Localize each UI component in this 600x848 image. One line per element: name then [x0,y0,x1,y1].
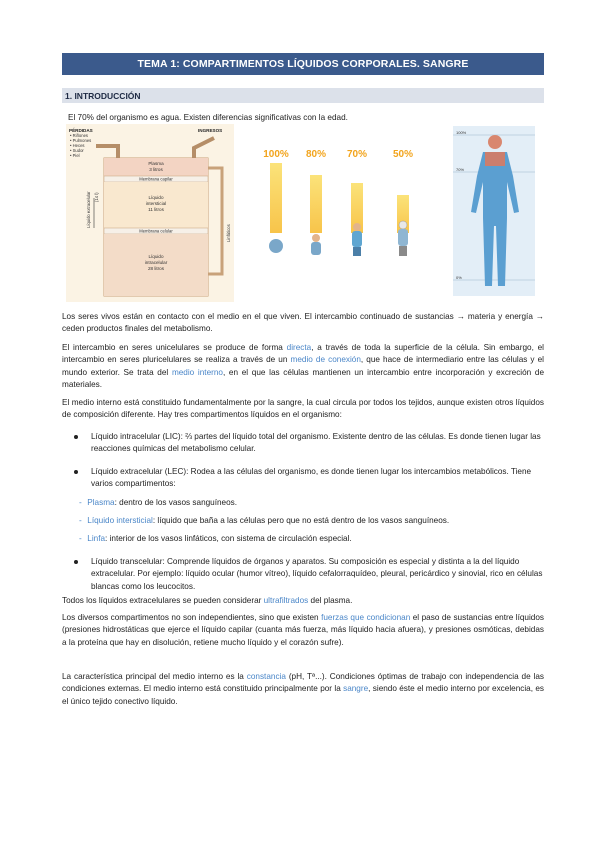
sublist-intersticial: - Líquido intersticial: líquido que baña a las células pero que no está dentro de los vasos sanguíneos. [79,516,450,526]
lec-label: Líquido extracelular [86,191,91,228]
paragraph-3: El medio interno está constituido fundamentalmente por la sangre, la cual circula por todos los tejidos, aunque existen otros líquidos de composición diferente. Hay tres compartimentos líquidos en el organismo: [62,398,544,420]
plasma-label: Plasma [148,161,164,166]
age-percent-100: 100% [263,149,289,160]
perdidas-item-2: • Pulmones [70,138,92,143]
body-mark-0: 0% [456,275,462,280]
intracelular-volume: 28 litros [147,266,165,271]
lec-volume: (14 l) [94,192,99,202]
sublist-plasma: - Plasma: dentro de los vasos sanguíneos. [79,497,238,507]
compartments-diagram [66,124,234,302]
page-title: TEMA 1: COMPARTIMENTOS LÍQUIDOS CORPORALES. SANGRE [62,53,544,75]
section-heading: 1. INTRODUCCIÓN [62,88,544,103]
paragraph-6: La característica principal del medio interno es la constancia (pH, Tª...). Condiciones óptimas de trabajo con independencia de las condiciones externas. El medio interno está constituido principalmente por la sangre, siendo éste el medio interno por excelencia, es el único tejido conectivo líquido. [62,672,544,706]
paragraph-4: Todos los líquidos extracelulares se pueden considerar ultrafiltrados del plasma. [62,596,353,605]
paragraph-5: Los diversos compartimentos no son independientes, sino que existen fuerzas que condicionan el paso de sustancias entre líquidos (presiones hidrostáticas que ejerce el líquido capilar (cuanta más fuerza, más líquido hacia afuera), y presiones osmóticas, debidas a la proteína que hay en disolución, retiene mucho líquido y el corazón sufre). [62,613,544,647]
highlight-fuerzas: fuerzas que condicionan [321,613,411,622]
age-bar-80 [310,175,322,233]
highlight-ultrafiltrados: ultrafiltrados [263,596,309,605]
body-water-figure [453,126,535,296]
perdidas-item-5: • Piel [70,153,80,158]
list-item-lec: Líquido extracelular (LEC): Rodea a las células del organismo, es donde tienen lugar los intercambios metabólicos. Tiene varios compartimentos: - Plasma: dentro de los vasos sanguíneos. - Líquido intersticial: líquido que baña a las células pero que no está dentro de los vasos sanguíneos. - Linfa: interior de los vasos linfáticos, con sistema de circulación especial. [62,466,544,546]
perdidas-title: PÉRDIDAS [69,128,93,133]
intracelular-label-2: intracelular [144,260,168,265]
intracelular-label-1: Líquido [148,254,164,259]
perdidas-item-4: • Sudor [70,148,84,153]
sublist-linfa: - Linfa: interior de los vasos linfáticos, con sistema de circulación especial. [79,534,352,544]
body-mark-70: 70% [456,167,465,172]
age-percent-70: 70% [346,149,368,160]
highlight-medio-conexion: medio de conexión [290,355,361,365]
age-water-figure [258,143,428,258]
membrana-capilar-label: Membrana capilar [139,176,173,182]
plasma-volume: 3 litros [149,167,163,172]
highlight-sangre: sangre [343,684,369,694]
body-mark-100: 100% [456,130,467,135]
highlight-medio-interno: medio interno [171,367,223,377]
list-item-transcelular: Líquido transcelular: Comprende líquidos de órganos y aparatos. Su composición es especial y distinta a la del líquido extracelular. Por ejemplo: líquido ocular (humor vítreo), líquido cefalorraquídeo, pleural, pericárdico y sinovial, rico en células blancas como los leucocitos. [62,556,544,593]
age-bar-100 [270,163,282,233]
perdidas-item-3: • Heces [70,143,85,148]
intersticial-label-2: intersticial [145,201,167,206]
ingresos-label: INGRESOS [198,128,223,133]
intersticial-volume: 11 litros [148,207,164,212]
intro-text: El 70% del organismo es agua. Existen diferencias significativas con la edad. [68,113,348,122]
highlight-constancia: constancia [246,672,286,681]
paragraph-2: El intercambio en seres unicelulares se produce de forma directa, a través de toda la superficie de la célula. Sin embargo, el intercambio en seres pluricelulares se realiza a través de un medio de conexión, que hace de intermediario entre las células y el mundo exterior. Se trata del medio interno, en el que las células mantienen un intercambio entre incorporación y excreción de materiales. [62,343,545,390]
age-percent-80: 80% [305,149,327,160]
linfaticos-label: Linfáticos [226,224,231,242]
highlight-directa: directa [286,343,312,352]
age-percent-50: 50% [392,149,414,160]
paragraph-1: Los seres vivos están en contacto con el medio en el que viven. El intercambio continuado de sustancias → materia y energía → ceden productos finales del metabolismo. [62,312,544,334]
membrana-celular-label: Membrana celular [139,228,173,234]
perdidas-item-1: • Riñones [70,133,88,138]
compartments-list [62,431,544,603]
list-item-lic: Líquido intracelular (LIC): ⅔ partes del líquido total del organismo. Existente dentro de las células. Es donde tienen lugar las reacciones químicas del metabolismo celular. [62,431,544,456]
intersticial-label-1: Líquido [148,195,164,200]
